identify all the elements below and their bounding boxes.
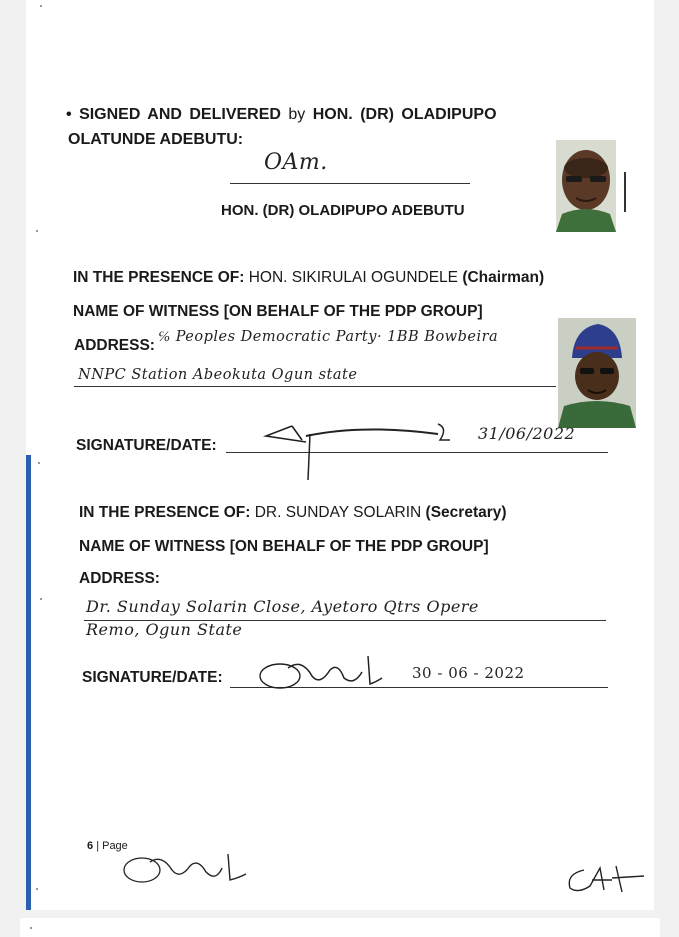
heading-signatory-name: HON. (DR) OLADIPUPO [312, 106, 497, 123]
signatory-name-caption: HON. (DR) OLADIPUPO ADEBUTU [221, 202, 465, 219]
witness2-address-line2: Remo, Ogun State [86, 620, 243, 639]
footer-initials-left [122, 850, 250, 886]
witness1-presence-role: (Chairman) [462, 269, 545, 286]
scan-speck [36, 230, 38, 232]
scan-speck [36, 888, 38, 890]
scan-speck [40, 5, 42, 7]
page-edge-stripe [26, 455, 31, 910]
witness2-address-label: ADDRESS: [79, 570, 160, 587]
witness1-address-line [74, 386, 556, 387]
heading-bullet: • [66, 106, 72, 123]
footer-initials-right [564, 862, 646, 896]
witness1-photo [558, 318, 636, 428]
scan-speck [38, 462, 40, 464]
margin-mark [624, 172, 626, 212]
scan-speck [40, 598, 42, 600]
heading-by: by [288, 106, 306, 123]
witness2-presence-role: (Secretary) [425, 504, 507, 521]
page-number-value: 6 [87, 840, 94, 852]
witness2-signature-scribble [258, 652, 398, 692]
signatory-signature: OAm. [264, 150, 328, 175]
witness1-address-line2: NNPC Station Abeokuta Ogun state [78, 367, 358, 383]
witness1-presence [73, 269, 544, 287]
witness1-signature-date: 31/06/2022 [478, 424, 576, 443]
witness1-signature-scribble [262, 420, 452, 482]
signatory-photo [556, 140, 616, 232]
scan-speck [30, 927, 32, 929]
witness2-presence [79, 504, 507, 522]
page-number-word: | Page [96, 840, 128, 852]
witness2-signature-date: 30 - 06 - 2022 [412, 664, 525, 682]
witness2-signature-label: SIGNATURE/DATE: [82, 669, 223, 686]
next-page-strip [20, 918, 660, 937]
witness1-address-label: ADDRESS: [74, 337, 155, 354]
witness1-witness-label: NAME OF WITNESS [ON BEHALF OF THE PDP GROUP] [73, 303, 483, 320]
witness2-presence-name: DR. SUNDAY SOLARIN [254, 504, 422, 521]
heading-signed-delivered: SIGNED AND DELIVERED [79, 106, 281, 123]
signatory-signature-line [230, 183, 470, 184]
witness2-presence-label: IN THE PRESENCE OF: [79, 504, 251, 521]
witness1-presence-name: HON. SIKIRULAI OGUNDELE [248, 269, 458, 286]
witness1-signature-label: SIGNATURE/DATE: [76, 437, 217, 454]
witness1-presence-label: IN THE PRESENCE OF: [73, 269, 245, 286]
witness2-witness-label: NAME OF WITNESS [ON BEHALF OF THE PDP GROUP] [79, 538, 489, 555]
witness2-address-line1: Dr. Sunday Solarin Close, Ayetoro Qtrs Opere [86, 597, 479, 616]
witness1-address-line1: ℅ Peoples Democratic Party· 1BB Bowbeira [158, 329, 499, 345]
heading-line1 [66, 106, 497, 124]
heading-line2: OLATUNDE ADEBUTU: [68, 131, 244, 148]
